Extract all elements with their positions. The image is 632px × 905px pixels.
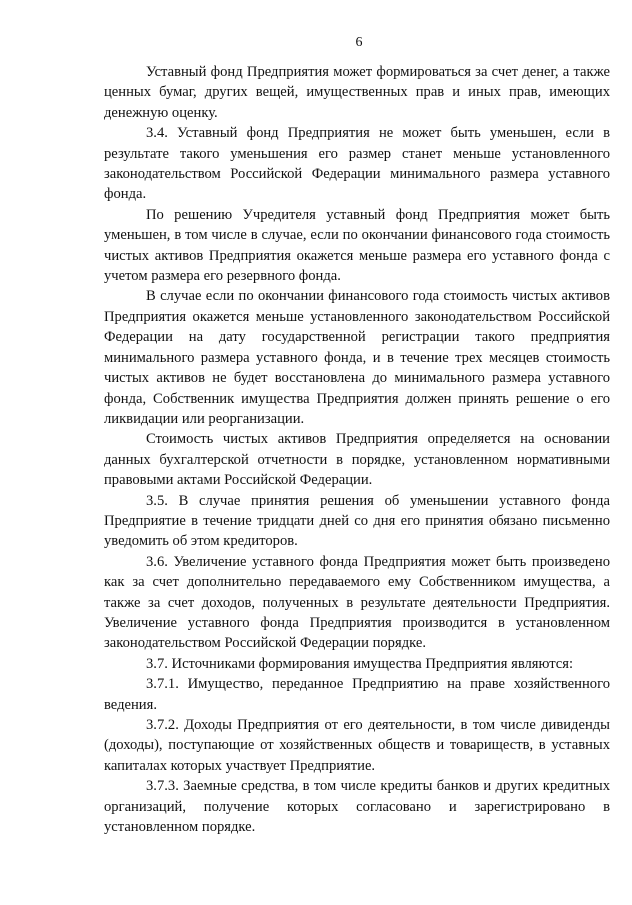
paragraph-3-7: 3.7. Источниками формирования имущества Предприятия являются: [146,655,574,672]
paragraph-3-5: 3.5. В случае принятия решения об уменьшении уставного фонда Предприятие в течение тридцати дней со дня его принятия обязано письменно уведомить об этом кредиторов. [104,492,610,550]
page-number: 6 [355,35,363,50]
paragraph-charter-fund-formation: Уставный фонд Предприятия может формироваться за счет денег, а также ценных бумаг, других вещей, имущественных прав и иных прав, имеющих денежную оценку. [104,64,610,121]
paragraph-3-7-1: 3.7.1. Имущество, переданное Предприятию на праве хозяйственного ведения. [104,676,610,713]
paragraph-3-7-2: 3.7.2. Доходы Предприятия от его деятельности, в том числе дивиденды (доходы), поступающие от хозяйственных обществ и товариществ, в уставных капиталах которых участвует Предприятие. [104,717,610,774]
paragraph-founder-decision: По решению Учредителя уставный фонд Предприятия может быть уменьшен, в том числе в случае, если по окончании финансового года стоимость чистых активов Предприятия окажется меньше размера его уставного фонда с учетом размера его резервного фонда. [104,206,610,285]
paragraph-3-4: 3.4. Уставный фонд Предприятия не может быть уменьшен, если в результате такого уменьшения его размер станет меньше установленного законодательством Российской Федерации минимального размера уставного фонда. [104,125,610,203]
paragraph-3-6: 3.6. Увеличение уставного фонда Предприятия может быть произведено как за счет дополнительно передаваемого ему Собственником имущества, а также за счет доходов, полученных в результате деятельности Предприятия. Увеличение уставного фонда Предприятия производится в установленном законодательством Российской Федерации порядке. [104,553,610,652]
paragraph-net-assets-valuation: Стоимость чистых активов Предприятия определяется на основании данных бухгалтерской отчетности в порядке, установленном нормативными правовыми актами Российской Федерации. [104,431,610,489]
paragraph-3-7-3: 3.7.3. Заемные средства, в том числе кредиты банков и других кредитных организаций, получение которых согласовано и зарегистрировано в установленном порядке. [104,778,610,836]
paragraph-net-assets-liquidation: В случае если по окончании финансового года стоимость чистых активов Предприятия окажется меньше установленного законодательством Российской Федерации на дату государственной регистрации такого предприятия минимального размера уставного фонда, и в течение трех месяцев стоимость чистых активов не будет восстановлена до минимального размера уставного фонда, Собственник имущества Предприятия должен принять решение о его ликвидации или реорганизации. [104,288,610,427]
